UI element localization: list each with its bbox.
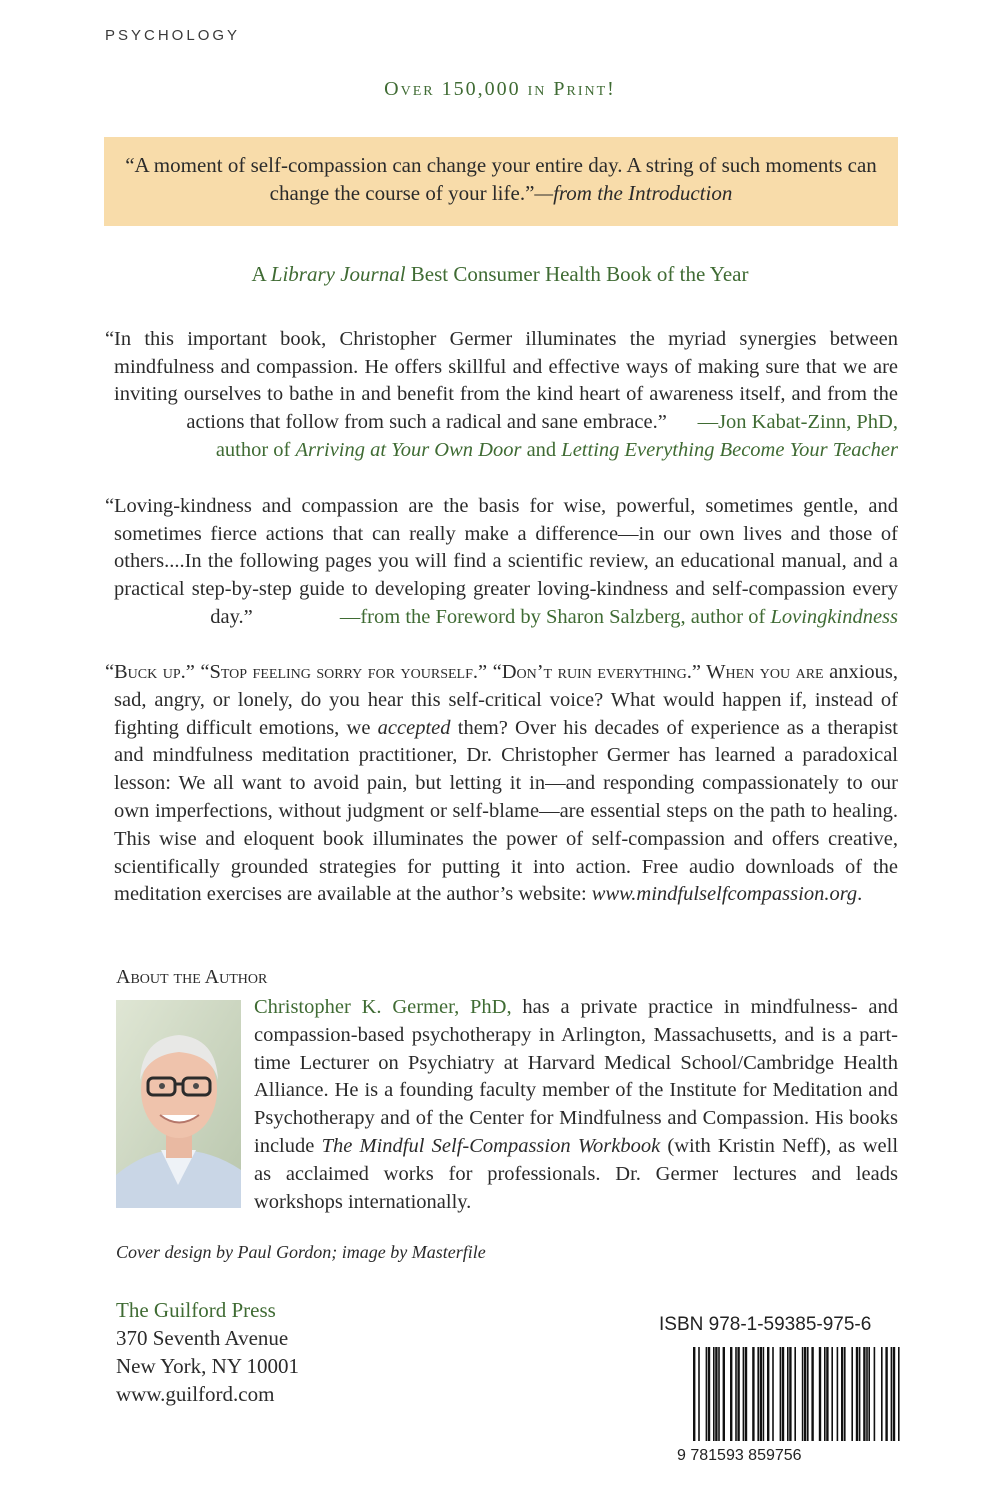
barcode-bar [780,1347,782,1441]
award-suffix: Best Consumer Health Book of the Year [410,262,749,286]
praise-2-book: Lovingkindness [770,605,898,628]
description-part-2: them? Over his decades of experience as a therapist and mindfulness meditation practitioner, Dr. Christopher Germer has learned a paradoxical lesson: We all want to avoid pain, but letting it in—and responding compassionately to our own imperfections, without judgment or self-blame—are essential steps on the path to healing. This wise and eloquent book illuminates the power of self-compassion and offers creative, scientifically grounded strategies for putting it into action. Free audio downloads of the meditation exercises are available at the author’s website: [114,716,899,906]
barcode-bar [868,1347,870,1441]
print-count-banner: Over 150,000 in Print! [384,78,616,100]
award-prefix: A [251,262,266,286]
author-portrait-image [116,1000,241,1208]
author-photo [116,1000,241,1208]
description-accepted: accepted [377,716,451,739]
barcode-bar [713,1347,715,1441]
category-label: PSYCHOLOGY [105,27,241,44]
barcode-bar [841,1347,843,1441]
publisher-street: 370 Seventh Avenue [116,1326,289,1350]
barcode-bar [745,1347,747,1441]
barcode-bar [706,1347,708,1441]
praise-1-author-of: author of [215,438,291,461]
barcode-bar [760,1347,762,1441]
barcode-bar [866,1347,868,1441]
barcode-bar [708,1347,710,1441]
barcode-bar [698,1347,700,1441]
publisher-website: www.guilford.com [116,1382,275,1406]
praise-1-and: and [526,438,557,461]
author-bio-part-1: has a private practice in mindfulness- and compassion-based psychotherapy in Arlington, Massachusetts, and is a part-time Lecturer on Psychiatry at Harvard Medical School/Cambridge Health Alliance. He is a founding faculty member of the Institute for Meditation and Psychotherapy and of the Center for Mindfulness and Compassion. His books include [254,996,899,1157]
barcode-bar [804,1347,806,1441]
barcode-bar [874,1347,876,1441]
barcode-bar [787,1347,789,1441]
award-journal: Library Journal [270,262,406,286]
intro-quote-text: “A moment of self-compassion can change your entire day. A string of such moments can change the course of your life.” [125,153,877,205]
praise-quote-2 [105,493,898,632]
publisher-city: New York, NY 10001 [116,1354,299,1378]
praise-1-text: In this important book, Christopher Germer illuminates the myriad synergies between mindfulness and compassion. He offers skillful and effective ways of making sure that we are inviting ourselves to bathe in and benefit from the kind heart of awareness itself, and from the actions that follow from such a radical and sane embrace.” [114,328,898,434]
intro-quote-box [104,137,898,226]
description-open-quote: “ [105,661,115,683]
praise-1-open-quote: “ [105,328,115,350]
isbn-label: ISBN 978-1-59385-975-6 [659,1314,872,1335]
barcode-bar [831,1347,833,1441]
praise-1-book-1: Arriving at Your Own Door [295,438,522,461]
barcode-bar [893,1347,895,1441]
barcode-bar [844,1347,846,1441]
barcode-bar [772,1347,774,1441]
isbn-barcode [673,1345,903,1465]
barcode-bar [782,1347,784,1441]
barcode-bar [898,1347,900,1441]
author-bio-book: The Mindful Self-Compassion Workbook [321,1134,661,1157]
barcode-bar [757,1347,759,1441]
about-author-heading: About the Author [116,966,268,988]
barcode-bar [752,1347,754,1441]
praise-2-attribution: —from the Foreword by Sharon Salzberg, author of [339,605,766,628]
barcode-bar [856,1347,858,1441]
praise-quote-1 [105,326,898,465]
praise-1-author: —Jon Kabat-Zinn, PhD, [697,411,898,434]
barcode-bar [819,1347,821,1441]
barcode-bar [863,1347,865,1441]
author-bio-part-2: (with Kristin Neff), as well as acclaimed works for professionals. Dr. Germer lectures and leads workshops internationally. [254,1134,899,1213]
barcode-bar [715,1347,717,1441]
barcode-bar [851,1347,853,1441]
intro-quote-source: —from the Introduction [534,181,733,205]
award-line [0,262,1000,287]
publisher-block [116,1296,299,1408]
praise-2-open-quote: “ [105,495,115,517]
barcode-bar [743,1347,745,1441]
author-name: Christopher K. Germer, PhD, [254,996,512,1018]
barcode-bar [794,1347,796,1441]
barcode-bar [837,1347,839,1441]
description-part-1: anxious, sad, angry, or lonely, do you hear this self-critical voice? What would happen if, instead of fighting difficult emotions, we [114,661,898,739]
barcode-bar [826,1347,828,1441]
barcode-bar [811,1347,813,1441]
barcode-digits: 9 781593 859756 [677,1447,802,1464]
publisher-name: The Guilford Press [116,1298,276,1322]
barcode-bar [730,1347,732,1441]
barcode-bar [807,1347,809,1441]
praise-2-text: Loving-kindness and compassion are the basis for wise, powerful, sometimes gentle, and sometimes fierce actions that can really make a difference—in our own lives and those of others....In the following pages you will find a scientific review, an educational manual, and a practical step-by-step guide to developing greater loving-kindness and self-compassion every day.” [114,495,898,628]
author-bio [254,994,898,1216]
description-lead: Buck up.” “Stop feeling sorry for yourself.” “Don’t ruin everything.” When you are [114,661,824,683]
barcode-bar [767,1347,769,1441]
description-website: www.mindfulselfcompassion.org [591,883,858,906]
praise-1-book-2: Letting Everything Become Your Teacher [561,438,898,461]
barcode-bar [881,1347,883,1441]
barcode-bar [885,1347,887,1441]
cover-credit: Cover design by Paul Gordon; image by Masterfile [116,1242,486,1262]
barcode-bar [737,1347,739,1441]
barcode-bar [859,1347,861,1441]
barcode-bar [735,1347,737,1441]
book-description [105,659,899,909]
barcode-bar [824,1347,826,1441]
barcode-bar [891,1347,893,1441]
barcode-bar [718,1347,720,1441]
barcode-bar [723,1347,725,1441]
barcode-bar [763,1347,765,1441]
barcode-bar [693,1347,695,1441]
description-end: . [857,883,863,906]
barcode-bar [789,1347,791,1441]
barcode-bar [802,1347,804,1441]
praise-1-attribution [114,437,898,465]
